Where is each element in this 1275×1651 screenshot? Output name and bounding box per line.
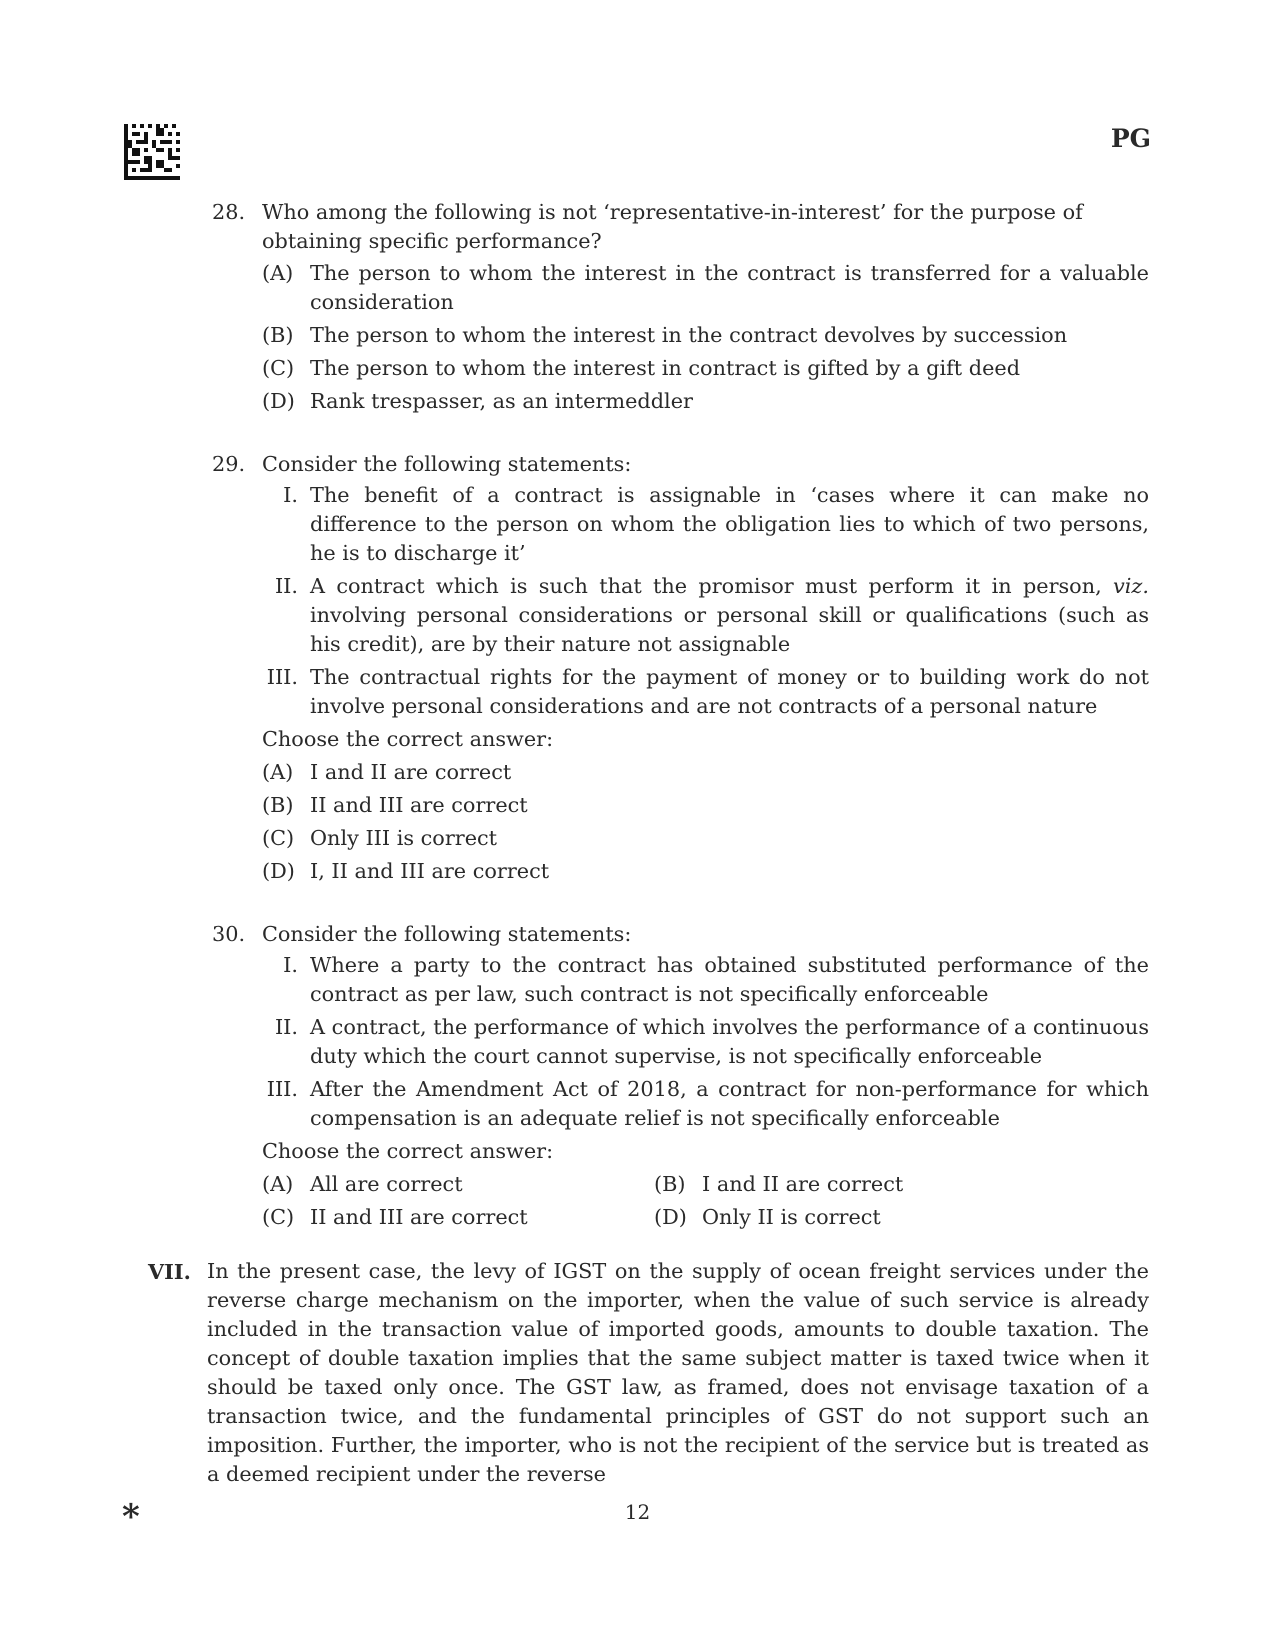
statement-label: III.	[266, 665, 298, 689]
passage-vii	[148, 1257, 1149, 1489]
statement-i	[262, 951, 1149, 1009]
option-grid	[262, 1170, 1149, 1232]
option-label: (C)	[262, 826, 295, 850]
option-label: (A)	[262, 760, 294, 784]
question-number: 29.	[212, 452, 246, 476]
option-label: (B)	[262, 323, 294, 347]
page-number: 12	[624, 1500, 651, 1524]
paper-code: PG	[1110, 124, 1151, 153]
option-text: Only III is correct	[310, 826, 498, 850]
choose-instruction: Choose the correct answer:	[262, 1139, 554, 1163]
statement-label: I.	[283, 483, 298, 507]
option-a	[262, 259, 1149, 317]
option-list	[262, 758, 1149, 886]
option-a	[262, 758, 1149, 787]
statement-text-start: A contract which is such that the promisor must perform it in person,	[310, 574, 1114, 598]
statement-label: I.	[283, 953, 298, 977]
option-c	[262, 1203, 654, 1232]
statement-label: III.	[266, 1077, 298, 1101]
star-mark: *	[122, 1497, 140, 1537]
option-label: (C)	[262, 1205, 295, 1229]
option-c	[262, 354, 1149, 383]
question-text: Who among the following is not ‘representative-in-interest’ for the purpose of obtaining specific performance?	[262, 200, 1083, 253]
statement-ii	[262, 1013, 1149, 1071]
statement-list	[262, 481, 1149, 721]
passage-text: In the present case, the levy of IGST on the supply of ocean freight services under the reverse charge mechanism on the importer, when the value of such service is already included in the transaction value of imported goods, amounts to double taxation. The concept of double taxation implies that the same subject matter is taxed twice when it should be taxed only once. The GST law, as framed, does not envisage taxation of a transaction twice, and the fundamental principles of GST do not support such an imposition. Further, the importer, who is not the recipient of the service but is treated as a deemed recipient under the reverse	[207, 1259, 1149, 1486]
question-text: Consider the following statements:	[262, 922, 632, 946]
statement-label: II.	[274, 574, 298, 598]
statement-text-end: involving personal considerations or personal skill or qualifications (such as his credit), are by their nature not assignable	[310, 603, 1149, 656]
question-30	[212, 920, 1149, 1232]
option-label: (C)	[262, 356, 295, 380]
option-d	[262, 857, 1149, 886]
question-29	[212, 450, 1149, 886]
question-text: Consider the following statements:	[262, 452, 632, 476]
option-text: Rank trespasser, as an intermeddler	[310, 389, 693, 413]
choose-instruction: Choose the correct answer:	[262, 727, 554, 751]
option-text: I and II are correct	[702, 1172, 904, 1196]
statement-label: II.	[274, 1015, 298, 1039]
statement-text-italic: viz.	[1113, 574, 1149, 598]
question-list	[212, 198, 1149, 1266]
option-text: All are correct	[310, 1172, 463, 1196]
option-label: (A)	[262, 1172, 294, 1196]
statement-ii	[262, 572, 1149, 659]
option-label: (A)	[262, 261, 294, 285]
statement-i	[262, 481, 1149, 568]
option-d	[262, 387, 1149, 416]
option-text: I and II are correct	[310, 760, 512, 784]
statement-iii	[262, 1075, 1149, 1133]
option-b	[654, 1170, 1149, 1199]
statement-text: After the Amendment Act of 2018, a contract for non-performance for which compensation is an adequate relief is not specifically enforceable	[310, 1077, 1149, 1130]
option-text: The person to whom the interest in contract is gifted by a gift deed	[310, 356, 1021, 380]
statement-text: Where a party to the contract has obtained substituted performance of the contract as per law, such contract is not specifically enforceable	[310, 953, 1149, 1006]
option-text: Only II is correct	[702, 1205, 881, 1229]
option-label: (D)	[654, 1205, 687, 1229]
option-b	[262, 321, 1149, 350]
option-text: II and III are correct	[310, 1205, 528, 1229]
question-number: 28.	[212, 200, 246, 224]
statement-text: The benefit of a contract is assignable in ‘cases where it can make no difference to the person on whom the obligation lies to which of two persons, he is to discharge it’	[310, 483, 1149, 565]
option-label: (B)	[654, 1172, 686, 1196]
statement-text: The contractual rights for the payment of money or to building work do not involve personal considerations and are not contracts of a personal nature	[310, 665, 1149, 718]
option-text: The person to whom the interest in the contract is transferred for a valuable consideration	[310, 261, 1149, 314]
option-d	[654, 1203, 1149, 1232]
option-c	[262, 824, 1149, 853]
statement-iii	[262, 663, 1149, 721]
option-text: II and III are correct	[310, 793, 528, 817]
passage-number: VII.	[148, 1259, 191, 1284]
statement-text: A contract, the performance of which involves the performance of a continuous duty which the court cannot supervise, is not specifically enforceable	[310, 1015, 1149, 1068]
option-list	[262, 259, 1149, 416]
question-number: 30.	[212, 922, 246, 946]
statement-list	[262, 951, 1149, 1133]
option-b	[262, 791, 1149, 820]
option-label: (D)	[262, 389, 295, 413]
option-label: (B)	[262, 793, 294, 817]
option-a	[262, 1170, 654, 1199]
option-text: I, II and III are correct	[310, 859, 550, 883]
question-28	[212, 198, 1149, 416]
option-text: The person to whom the interest in the contract devolves by succession	[310, 323, 1068, 347]
option-label: (D)	[262, 859, 295, 883]
qr-code-icon	[124, 124, 180, 180]
